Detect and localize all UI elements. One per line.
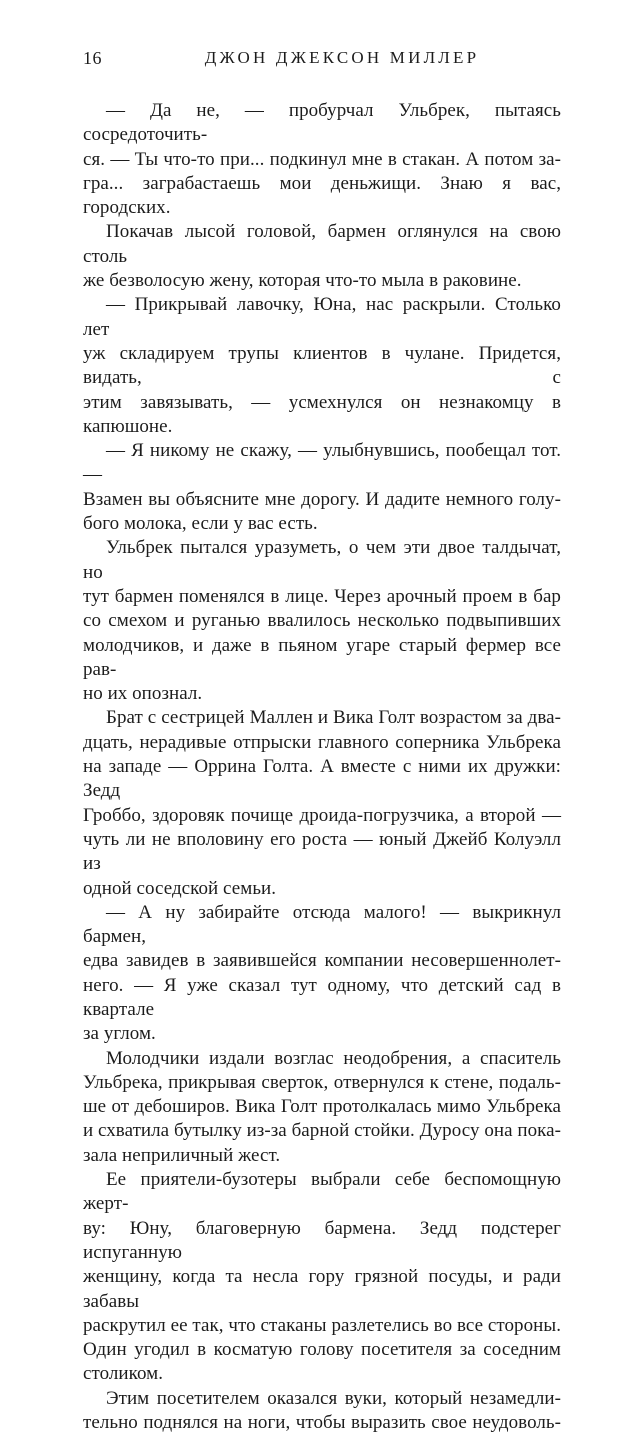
text-line: но их опознал. (83, 683, 203, 705)
text-line: на западе — Оррина Голта. А вместе с ними их дружки: Зедд (83, 756, 561, 802)
text-line: гра... заграбастаешь мои деньжищи. Знаю я вас, городских. (83, 172, 561, 219)
text-line: женщину, когда та несла гору грязной посуды, и ради забавы (83, 1266, 561, 1312)
text-line: за углом. (83, 1023, 156, 1045)
text-line: одной соседской семьи. (83, 877, 277, 899)
text-line: ся. — Ты что-то при... подкинул мне в стакан. А потом за- (83, 148, 561, 170)
text-line: Взамен вы объясните мне дорогу. И дадите немного голу- (83, 488, 561, 510)
text-line: Брат с сестрицей Маллен и Вика Голт возрастом за два- (106, 707, 561, 729)
paragraph (83, 901, 561, 1047)
text-line: Гроббо, здоровяк почище дроида-погрузчика, а второй — (83, 804, 561, 826)
text-line: ву: Юну, благоверную бармена. Зедд подстерег испуганную (83, 1217, 561, 1263)
text-line: Ульбрека, прикрывая сверток, отвернулся к стене, подаль- (83, 1071, 561, 1093)
text-line: Этим посетителем оказался вуки, который незамедли- (106, 1387, 561, 1409)
text-line: зала неприличный жест. (83, 1144, 281, 1166)
text-line: и схватила бутылку из-за барной стойки. Дуросу она пока- (83, 1120, 561, 1142)
text-line: тут бармен поменялся в лице. Через арочный проем в бар (83, 585, 561, 607)
text-line: Ее приятели-бузотеры выбрали себе беспомощную жерт- (83, 1169, 561, 1215)
paragraph (83, 439, 561, 536)
text-line: Покачав лысой головой, бармен оглянулся на свою столь (83, 221, 561, 267)
text-line: — Я никому не скажу, — улыбнувшись, пообещал тот. — (83, 440, 561, 486)
text-line: со смехом и руганью ввалилось несколько подвыпивших (83, 610, 561, 632)
text-line: ше от дебоширов. Вика Голт протолкалась мимо Ульбрека (83, 1096, 561, 1118)
text-line: чуть ли не вполовину его роста — юный Джейб Колуэлл из (83, 828, 561, 875)
text-line: Ульбрек пытался уразуметь, о чем эти двое талдычат, но (83, 537, 561, 583)
paragraph (83, 220, 561, 293)
text-line: столиком. (83, 1363, 164, 1385)
paragraph (83, 706, 561, 900)
paragraph (83, 1168, 561, 1387)
text-line: тельно поднялся на ноги, чтобы выразить свое неудоволь- (83, 1412, 561, 1434)
paragraph (83, 536, 561, 706)
page-header (83, 48, 561, 80)
text-line: же безволосую жену, которая что-то мыла в раковине. (83, 270, 522, 292)
page-number: 16 (83, 48, 102, 68)
paragraph (83, 1387, 561, 1435)
text-line: этим завязывать, — усмехнулся он незнакомцу в капюшоне. (83, 391, 561, 437)
text-line: Молодчики издали возглас неодобрения, а спаситель (106, 1047, 561, 1069)
paragraph (83, 99, 561, 220)
body-text (83, 99, 561, 1435)
text-line: уж складируем трупы клиентов в чулане. Придется, видать, с (83, 342, 561, 389)
text-line: дцать, нерадивые отпрыски главного соперника Ульбрека (83, 731, 561, 753)
running-head-author: ДЖОН ДЖЕКСОН МИЛЛЕР (204, 48, 480, 67)
book-page (83, 48, 561, 1434)
text-line: раскрутил ее так, что стаканы разлетелись во все стороны. (83, 1314, 561, 1336)
paragraph (83, 293, 561, 439)
text-line: молодчиков, и даже в пьяном угаре старый фермер все рав- (83, 634, 561, 680)
text-line: — А ну забирайте отсюда малого! — выкрикнул бармен, (83, 901, 561, 948)
text-line: бого молока, если у вас есть. (83, 513, 318, 535)
text-line: — Да не, — пробурчал Ульбрек, пытаясь сосредоточить- (83, 100, 561, 146)
text-line: — Прикрывай лавочку, Юна, нас раскрыли. Столько лет (83, 294, 561, 340)
text-line: него. — Я уже сказал тут одному, что детский сад в квартале (83, 974, 561, 1020)
paragraph (83, 1047, 561, 1168)
text-line: Один угодил в косматую голову посетителя за соседним (83, 1339, 561, 1361)
text-line: едва завидев в заявившейся компании несовершеннолет- (83, 950, 561, 972)
